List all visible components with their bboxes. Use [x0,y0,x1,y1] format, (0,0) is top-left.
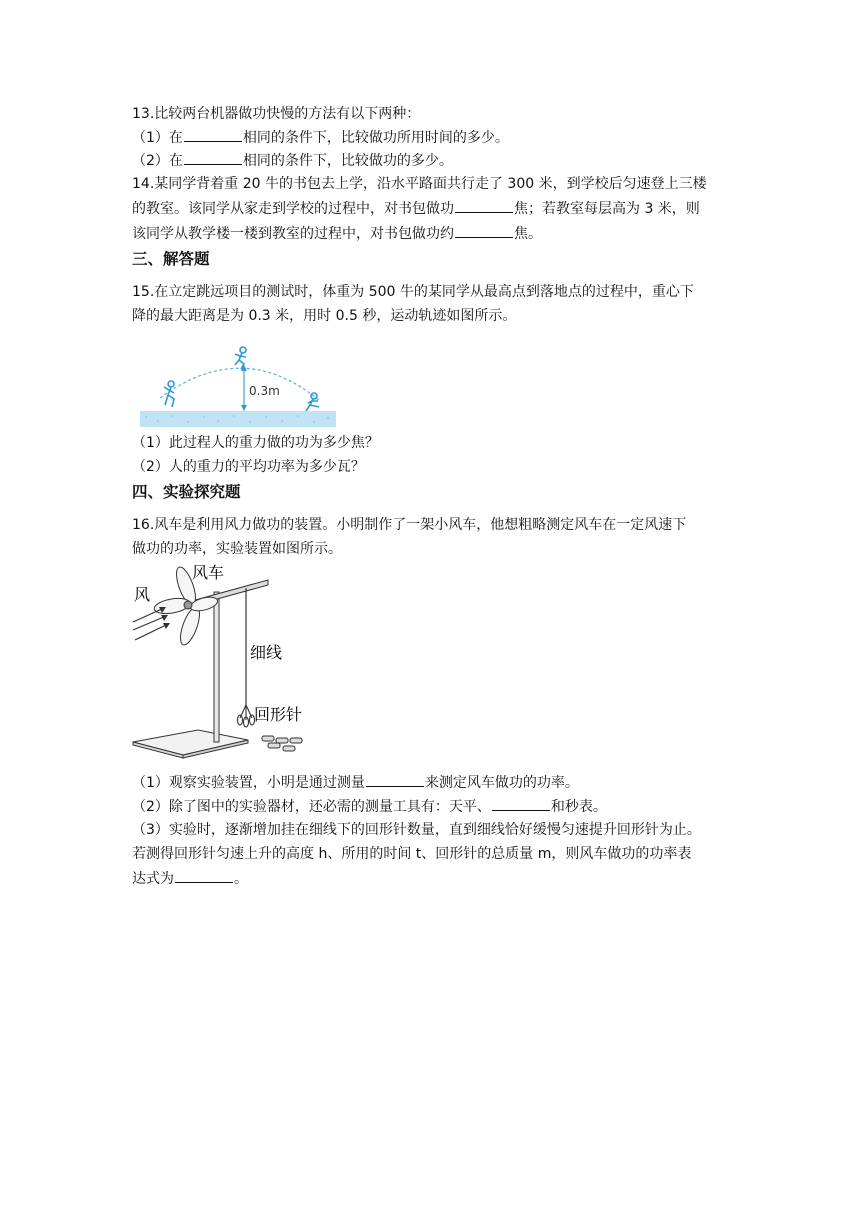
q16-part1-pre: （1）观察实验装置，小明是通过测量 [132,775,365,791]
q16-line2: 做功的功率，实验装置如图所示。 [132,541,342,557]
q16-blank-1[interactable] [366,772,424,787]
q15-line1: 15.在立定跳远项目的测试时，体重为 500 牛的某同学从最高点到落地点的过程中，重心下 [132,284,694,300]
q14-line2-post: 焦；若教室每层高为 3 米，则 [514,201,700,217]
long-jump-figure [138,343,338,429]
q14-line1: 14.某同学背着重 20 牛的书包去上学，沿水平路面共行走了 300 米，到学校后匀速登上三楼 [132,176,707,192]
stand-pole [214,592,219,742]
q15-part2: （2）人的重力的平均功率为多少瓦？ [132,459,365,475]
q16-part2-post: 和秒表。 [550,799,607,815]
q16-blank-2[interactable] [492,796,550,811]
q14-line3-post: 焦。 [514,226,542,242]
q16-part3-pre: 达式为 [132,871,174,887]
windmill-label: 风车 [192,563,225,582]
q13-part2-post: 相同的条件下，比较做功的多少。 [242,153,453,169]
q14-line2 [132,198,700,219]
q15-line2: 降的最大距离是为 0.3 米，用时 0.5 秒，运动轨迹如图所示。 [132,308,517,324]
q16-part2-pre: （2）除了图中的实验器材，还必需的测量工具有：天平、 [132,799,491,815]
q16-part1-post: 来测定风车做功的功率。 [424,775,579,791]
windmill-apparatus-figure [128,560,308,760]
section-heading-4: 四、实验探究题 [132,483,241,501]
paper-clips-pile [262,736,302,751]
q16-part3-line2: 若测得回形针匀速上升的高度 h、所用的时间 t、回形针的总质量 m，则风车做功的功率表 [132,846,692,862]
height-label: 0.3m [249,384,280,398]
q16-part3-line3 [132,868,248,889]
q13-stem: 13.比较两台机器做功快慢的方法有以下两种： [132,106,421,122]
q13-blank-1[interactable] [184,127,242,142]
paper-clips-hanging [238,705,255,727]
section-heading-3: 三、解答题 [132,250,210,268]
q16-blank-3[interactable] [175,868,233,883]
q13-part2-pre: （2）在 [132,153,183,169]
q14-line3-pre: 该同学从教学楼一楼到教室的过程中，对书包做功约 [132,226,454,242]
q13-blank-2[interactable] [184,150,242,165]
q13-part1-post: 相同的条件下，比较做功所用时间的多少。 [242,130,509,146]
q16-line1: 16.风车是利用风力做功的装置。小明制作了一架小风车，他想粗略测定风车在一定风速下 [132,517,687,533]
q16-part3-post: 。 [234,871,248,887]
q13-part2 [132,150,453,171]
q13-part1 [132,127,509,148]
ground-strip [140,411,336,427]
thread-label: 细线 [250,643,283,662]
stand-base [133,730,248,755]
trajectory-arc [160,368,320,401]
paper-clip-label: 回形针 [254,705,303,724]
q14-blank-2[interactable] [455,223,513,238]
q16-part1 [132,772,579,793]
q14-blank-1[interactable] [455,198,513,213]
q14-line2-pre: 的教室。该同学从家走到学校的过程中，对书包做功 [132,201,454,217]
q13-part1-pre: （1）在 [132,130,183,146]
q16-part3-line1: （3）实验时，逐渐增加挂在细线下的回形针数量，直到细线恰好缓慢匀速提升回形针为止。 [132,822,701,838]
wind-label: 风 [134,585,151,604]
q15-part1: （1）此过程人的重力做的功为多少焦？ [132,435,379,451]
q14-line3 [132,223,542,244]
q16-part2 [132,796,607,817]
